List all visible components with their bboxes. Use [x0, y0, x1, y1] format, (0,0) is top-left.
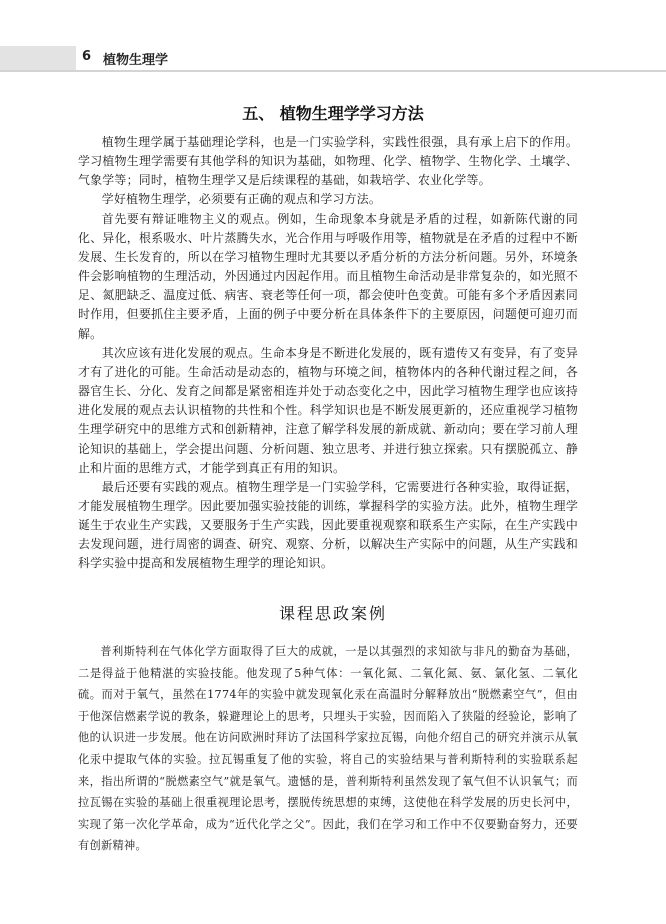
paragraph: 植物生理学属于基础理论学科，也是一门实验学科，实践性很强，具有承上启下的作用。学习植物生理学需要有其他学科的知识为基础，如物理、化学、植物学、生物化学、土壤学、气象学等；同时，植物生理学又是后续课程的基础，如栽培学、农业化学等。 [78, 135, 578, 188]
running-head: 植物生理学 [103, 53, 169, 68]
page-header [0, 46, 666, 72]
section-title: 五、 植物生理学学习方法 [242, 104, 424, 123]
case-study-body [78, 641, 578, 857]
case-study-paragraph: 普利斯特利在气体化学方面取得了巨大的成就，一是以其强烈的求知欲与非凡的勤奋为基础，二是得益于他精湛的实验技能。他发现了5种气体：一氧化氮、二氧化氮、氨、氯化氢、二氧化硫。而对于氧气，虽然在1774年的实验中就发现氧化汞在高温时分解释放出“脱燃素空气”，但由于他深信燃素学说的教条，躲避理论上的思考，只埋头于实验，因而陷入了狭隘的经验论，影响了他的认识进一步发展。他在访问欧洲时拜访了法国科学家拉瓦锡，向他介绍自己的研究并演示从氧化汞中提取气体的实验。拉瓦锡重复了他的实验，将自己的实验结果与普利斯特利的实验联系起来，指出所谓的“脱燃素空气”就是氧气。遗憾的是，普利斯特利虽然发现了氧气但不认识氧气；而拉瓦锡在实验的基础上很重视理论思考，摆脱传统思想的束缚，这使他在科学发展的历史长河中，实现了第一次化学革命，成为“近代化学之父”。因此，我们在学习和工作中不仅要勤奋努力，还要有创新精神。 [78, 645, 578, 853]
case-study-title: 课程思政案例 [278, 604, 387, 623]
header-tab-shading [0, 46, 76, 72]
paragraph: 其次应该有进化发展的观点。生命本身是不断进化发展的，既有遗传又有变异，有了变异才有了进化的可能。生命活动是动态的，植物与环境之间，植物体内的各种代谢过程之间，各器官生长、分化、发育之间都是紧密相连并处于动态变化之中，因此学习植物生理学也应该持进化发展的观点去认识植物的共性和个性。科学知识也是不断发展更新的，还应重视学习植物生理学研究中的思维方式和创新精神，注意了解学科发展的新成就、新动向；要在学习前人理论知识的基础上，学会提出问题、分析问题、独立思考、并进行独立探索。只有摆脱孤立、静止和片面的思维方式，才能学到真正有用的知识。 [78, 345, 578, 475]
header-rule [0, 70, 666, 72]
section-body [78, 133, 578, 574]
paragraph: 最后还要有实践的观点。植物生理学是一门实验学科，它需要进行各种实验，取得证据，才能发展植物生理学。因此要加强实验技能的训练，掌握科学的实验方法。此外，植物生理学诞生于农业生产实践，又要服务于生产实践，因此要重视观察和联系生产实际，在生产实践中去发现问题，进行周密的调查、研究、观察、分析，以解决生产实际中的问题，从生产实践和科学实验中提高和发展植物生理学的理论知识。 [78, 479, 578, 571]
paragraph: 首先要有辩证唯物主义的观点。例如，生命现象本身就是矛盾的过程，如新陈代谢的同化、异化，根系吸水、叶片蒸腾失水，光合作用与呼吸作用等，植物就是在矛盾的过程中不断发展、生长发育的，所以在学习植物生理时尤其要以矛盾分析的方法分析问题。另外，环境条件会影响植物的生理活动，外因通过内因起作用。而且植物生命活动是非常复杂的，如光照不足、氮肥缺乏、温度过低、病害、衰老等任何一项，都会使叶色变黄。可能有多个矛盾因素同时作用，但要抓住主要矛盾，上面的例子中要分析在具体条件下的主要原因，问题便可迎刃而解。 [78, 211, 578, 341]
page-number: 6 [82, 49, 92, 64]
paragraph: 学好植物生理学，必须要有正确的观点和学习方法。 [101, 192, 382, 207]
